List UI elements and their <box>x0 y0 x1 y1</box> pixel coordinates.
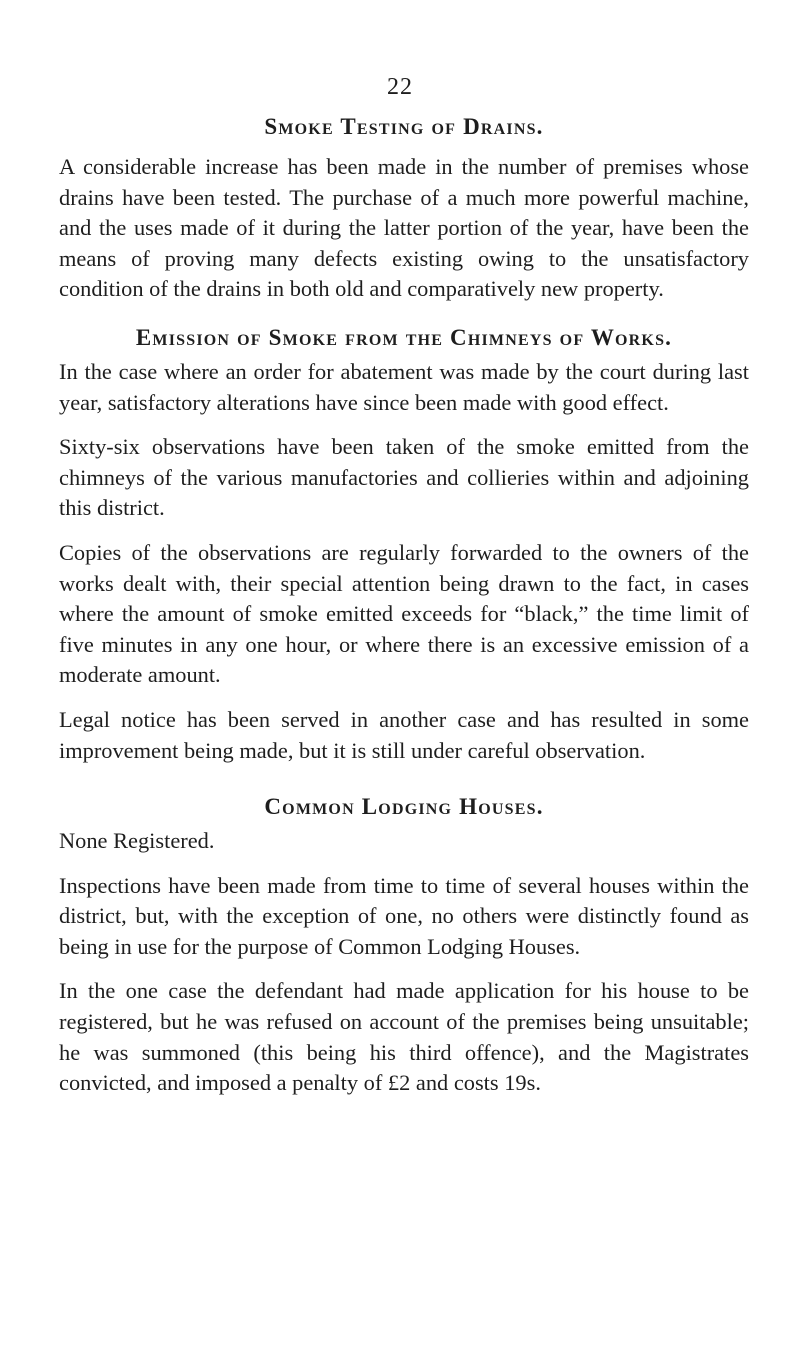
paragraph: Copies of the observations are regularly forwarded to the owners of the works dealt with, their special attention being drawn to the fact, in cases where the amount of smoke emitted exceeds for “black,” the time limit of five minutes in any one hour, or where there is an excessive emission of a moderate amount. <box>59 539 749 688</box>
section-heading-smoke-testing: Smoke Testing of Drains. <box>264 114 544 139</box>
paragraph: A considerable increase has been made in the number of premises whose drains have been tested. The purchase of a much more powerful machine, and the uses made of it during the latter portion of the year, have been the means of proving many defects existing owing to the unsatisfactory condition of the drains in both old and comparatively new property. <box>59 154 749 302</box>
paragraph: Sixty-six observations have been taken of the smoke emitted from the chimneys of the various manufactories and collieries within and adjoining this district. <box>59 434 749 521</box>
paragraph: Inspections have been made from time to time of several houses within the district, but, with the exception of one, no others were distinctly found as being in use for the purpose of Common Lodging Houses. <box>59 872 749 959</box>
section-smoke-emission <box>59 319 749 766</box>
paragraph: Legal notice has been served in another case and has resulted in some improvement being made, but it is still under careful observation. <box>59 706 749 763</box>
page-number: 22 <box>387 74 413 100</box>
section-lodging-houses <box>59 788 749 1099</box>
paragraph: In the case where an order for abatement was made by the court during last year, satisfactory alterations have since been made with good effect. <box>59 358 749 415</box>
section-heading-lodging-houses: Common Lodging Houses. <box>264 794 544 820</box>
section-heading-smoke-emission: Emission of Smoke from the Chimneys of Works. <box>135 324 673 350</box>
page-content <box>59 108 749 1099</box>
section-smoke-testing <box>59 108 749 305</box>
paragraph: In the one case the defendant had made application for his house to be registered, but he was refused on account of the premises being unsuitable; he was summoned (this being his third offence), and the Magistrates convicted, and imposed a penalty of £2 and costs 19s. <box>59 978 749 1096</box>
paragraph: None Registered. <box>59 828 215 854</box>
